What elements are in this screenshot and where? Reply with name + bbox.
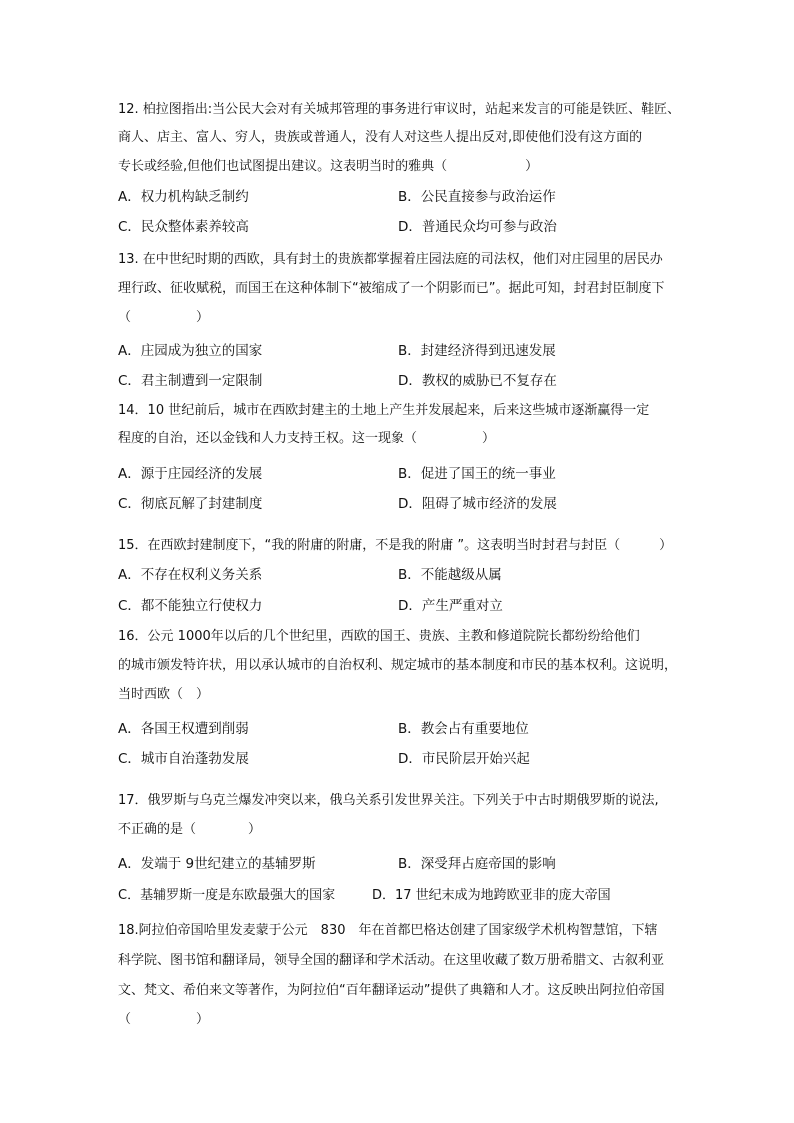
question-14-option-c: C．彻底瓦解了封建制度 <box>118 496 263 512</box>
question-15-line-1: 15．在西欧封建制度下，“我的附庸的附庸，不是我的附庸 ”。这表明当时封君与封臣（ ） <box>118 538 673 553</box>
question-18-line-2: 科学院、图书馆和翻译局，领导全国的翻译和学术活动。在这里收藏了数万册希腊文、古叙利亚 <box>118 953 665 968</box>
question-16-option-d: D．市民阶层开始兴起 <box>398 751 530 767</box>
question-13-option-d: D．教权的威胁已不复存在 <box>398 373 557 389</box>
question-12-option-b: B．公民直接参与政治运作 <box>398 189 556 205</box>
question-18-line-4: （ ） <box>118 1012 210 1027</box>
question-16-line-2: 的城市颁发特许状，用以承认城市的自治权利、规定城市的基本制度和市民的基本权利。这说明， <box>118 658 678 673</box>
question-14-option-b: B．促进了国王的统一事业 <box>398 466 556 482</box>
question-13-option-a: A．庄园成为独立的国家 <box>118 343 263 359</box>
question-16-option-b: B．教会占有重要地位 <box>398 721 529 737</box>
question-16-option-c: C．城市自治蓬勃发展 <box>118 751 249 767</box>
question-13-option-c: C．君主制遭到一定限制 <box>118 373 263 389</box>
question-14-option-d: D．阻碍了城市经济的发展 <box>398 496 557 512</box>
question-13-line-1: 13. 在中世纪时期的西欧，具有封土的贵族都掌握着庄园法庭的司法权，他们对庄园里的居民办 <box>118 252 663 267</box>
question-16-option-a: A．各国王权遭到削弱 <box>118 721 249 737</box>
question-18-line-1: 18.阿拉伯帝国哈里发麦蒙于公元 830 年在首都巴格达创建了国家级学术机构智慧馆，下辖 <box>118 923 658 938</box>
question-15-option-c: C．都不能独立行使权力 <box>118 598 263 614</box>
question-18-line-3: 文、梵文、希伯来文等著作，为阿拉伯“百年翻译运动”提供了典籍和人才。这反映出阿拉伯帝国 <box>118 983 665 998</box>
question-15-option-b: B．不能越级从属 <box>398 567 502 583</box>
question-12-line-1: 12. 柏拉图指出:当公民大会对有关城邦管理的事务进行审议时，站起来发言的可能是铁匠、鞋匠、 <box>118 102 681 117</box>
question-12-line-2: 商人、店主、富人、穷人，贵族或普通人，没有人对这些人提出反对,即使他们没有这方面的 <box>118 130 643 145</box>
question-16-line-3: 当时西欧（ ） <box>118 687 210 702</box>
question-14-line-2: 程度的自治，还以金钱和人力支持王权。这一现象（ ） <box>118 431 496 446</box>
question-14-option-a: A．源于庄园经济的发展 <box>118 466 263 482</box>
question-17-option-a: A．发端于 9世纪建立的基辅罗斯 <box>118 856 316 872</box>
question-17-line-2: 不正确的是（ ） <box>118 822 262 837</box>
question-12-line-3: 专长或经验,但他们也试图提出建议。这表明当时的雅典（ ） <box>118 159 539 174</box>
question-13-line-3: （ ） <box>118 310 210 325</box>
question-14-line-1: 14．10 世纪前后，城市在西欧封建主的土地上产生并发展起来，后来这些城市逐渐赢得一定 <box>118 403 650 418</box>
question-13-option-b: B．封建经济得到迅速发展 <box>398 343 556 359</box>
question-13-line-2: 理行政、征收赋税，而国王在这种体制下“被缩成了一个阴影而已”。据此可知，封君封臣制度下 <box>118 281 665 296</box>
question-15-option-d: D．产生严重对立 <box>398 598 503 614</box>
question-12-option-a: A．权力机构缺乏制约 <box>118 189 249 205</box>
question-17-option-d: D．17 世纪末成为地跨欧亚非的庞大帝国 <box>372 888 611 903</box>
question-16-line-1: 16．公元 1000年以后的几个世纪里，西欧的国王、贵族、主教和修道院院长都纷纷给他们 <box>118 629 640 644</box>
question-12-option-d: D．普通民众均可参与政治 <box>398 219 557 235</box>
question-17-option-b: B．深受拜占庭帝国的影响 <box>398 856 556 872</box>
question-17-line-1: 17．俄罗斯与乌克兰爆发冲突以来，俄乌关系引发世界关注。下列关于中古时期俄罗斯的说法, <box>118 793 659 808</box>
question-12-option-c: C．民众整体素养较高 <box>118 219 249 235</box>
question-15-option-a: A．不存在权利义务关系 <box>118 567 263 583</box>
question-17-option-c: C．基辅罗斯一度是东欧最强大的国家 <box>118 888 336 903</box>
